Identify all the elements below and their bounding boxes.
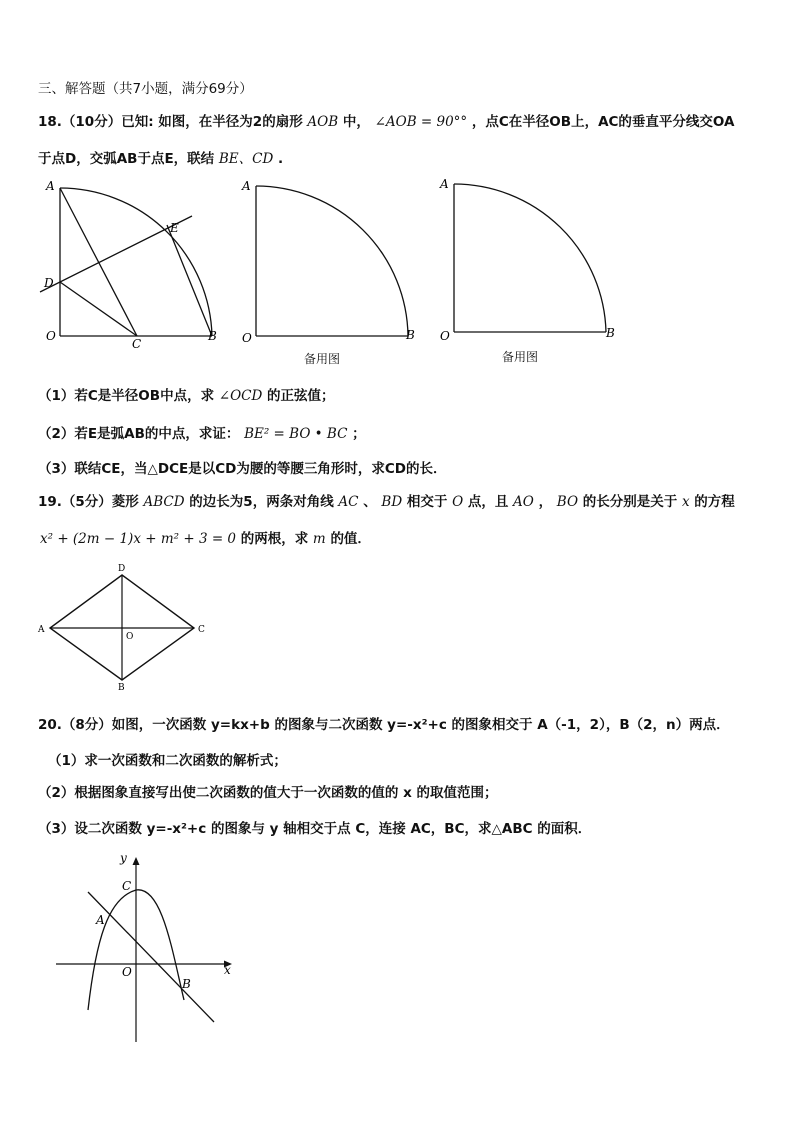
q20-part3: （3）设二次函数 y=-x²+c 的图象与 y 轴相交于点 C，连接 AC，BC，求△ABC 的面积． (38, 821, 592, 837)
arc-ab (60, 188, 212, 336)
q19-o: O (452, 494, 464, 510)
backup-caption-1: 备用图 (304, 352, 341, 366)
label-o: O (242, 331, 252, 345)
q19-l1-f: 的方程 (694, 494, 735, 510)
q19-l1-c: 相交于 (406, 494, 448, 510)
label-b: B (118, 683, 125, 693)
q18-segments: BE、CD (218, 151, 274, 167)
q20-part1: （1）求一次函数和二次函数的解析式； (48, 753, 287, 769)
label-e: E (170, 221, 179, 235)
segment-eb (167, 225, 212, 336)
backup-caption-2: 备用图 (502, 350, 539, 364)
label-c: C (122, 879, 132, 893)
q18-backup-figure-2 (442, 176, 622, 341)
q18-part2-a: （2）若E是弧AB的中点，求证： (38, 426, 240, 442)
label-o: O (46, 329, 56, 343)
line-y-kx-b (88, 892, 214, 1022)
q19-equation: x² + (2m − 1)x + m² + 3 = 0 (40, 531, 237, 547)
q19-abcd: ABCD (143, 494, 185, 510)
q19-l1-a: 19.（5分）菱形 (38, 494, 139, 510)
q18-part1 (38, 384, 335, 404)
y-axis-arrow (133, 857, 140, 865)
q19-l1-e: 的长分别是关于 (582, 494, 678, 510)
q19-x: x (681, 494, 690, 510)
q18-part2 (38, 422, 366, 442)
label-y: y (120, 851, 127, 865)
label-a: A (96, 913, 105, 927)
label-b: B (182, 977, 191, 991)
label-a: A (38, 625, 45, 635)
label-d: D (44, 276, 54, 290)
q18-part2-formula: BE² = BO • BC (244, 426, 348, 442)
q18-main-figure (36, 178, 226, 351)
q18-part1-a: （1）若C是半径OB中点，求 (38, 388, 215, 404)
segment-ac (60, 188, 137, 336)
segment-dc (60, 282, 137, 336)
q19-comma: ， (538, 494, 553, 510)
q20-part2: （2）根据图象直接写出使二次函数的值大于一次函数的值的 x 的取值范围； (38, 785, 498, 801)
q19-l1-d: 点，且 (467, 494, 509, 510)
label-a: A (46, 179, 55, 193)
q19-rhombus-figure (36, 562, 216, 692)
label-b: B (606, 326, 615, 340)
q18-line1 (38, 110, 734, 130)
label-x: x (224, 963, 231, 977)
q18-part3: （3）联结CE，当△DCE是以CD为腰的等腰三角形时，求CD的长． (38, 461, 447, 477)
label-b: B (208, 329, 217, 343)
q18-line1-b: 中， (342, 114, 370, 130)
q18-line2 (38, 147, 283, 167)
q18-line1-c: ，点C在半径OB上，AC的垂直平分线交OA (471, 114, 735, 130)
label-o: O (122, 965, 132, 979)
q19-ac: AC (338, 494, 359, 510)
q18-part1-b: 的正弦值； (267, 388, 335, 404)
q19-l2-c: 的值． (330, 531, 371, 547)
q19-ao: AO (513, 494, 534, 510)
label-o: O (440, 329, 450, 343)
q19-l1-b: 的边长为5，两条对角线 (189, 494, 334, 510)
label-c: C (132, 337, 142, 351)
q20-graph-figure (52, 850, 242, 1045)
label-d: D (118, 564, 126, 574)
q18-part1-angle: ∠OCD (218, 388, 263, 404)
label-b: B (406, 328, 415, 342)
q19-m: m (312, 531, 326, 547)
q20-line1: 20.（8分）如图，一次函数 y=kx+b 的图象与二次函数 y=-x²+c 的图象相交于 A（-1，2），B（2，n）两点． (38, 717, 730, 733)
label-o: O (126, 632, 134, 642)
arc-ab (454, 184, 606, 332)
label-a: A (242, 179, 251, 193)
q18-part2-b: ； (352, 426, 366, 442)
arc-ab (256, 186, 408, 336)
q18-angle: ∠AOB = 90°° (374, 114, 468, 130)
section-heading: 三、解答题（共7小题，满分69分） (38, 81, 253, 97)
q19-l2-b: 的两根，求 (240, 531, 309, 547)
q19-line1 (38, 490, 735, 510)
q18-backup-figure-1 (244, 178, 424, 343)
label-a: A (440, 177, 449, 191)
q19-bo: BO (556, 494, 579, 510)
q19-sep: 、 (363, 494, 377, 510)
q19-line2 (40, 527, 371, 547)
label-c: C (198, 625, 205, 635)
q18-sector-name: AOB (307, 114, 339, 130)
q18-line2-a: 于点D，交弧AB于点E，联结 (38, 151, 215, 167)
q18-line2-end: . (278, 151, 284, 167)
q19-bd: BD (381, 494, 403, 510)
q18-line1-a: 18.（10分）已知: 如图，在半径为2的扇形 (38, 114, 303, 130)
